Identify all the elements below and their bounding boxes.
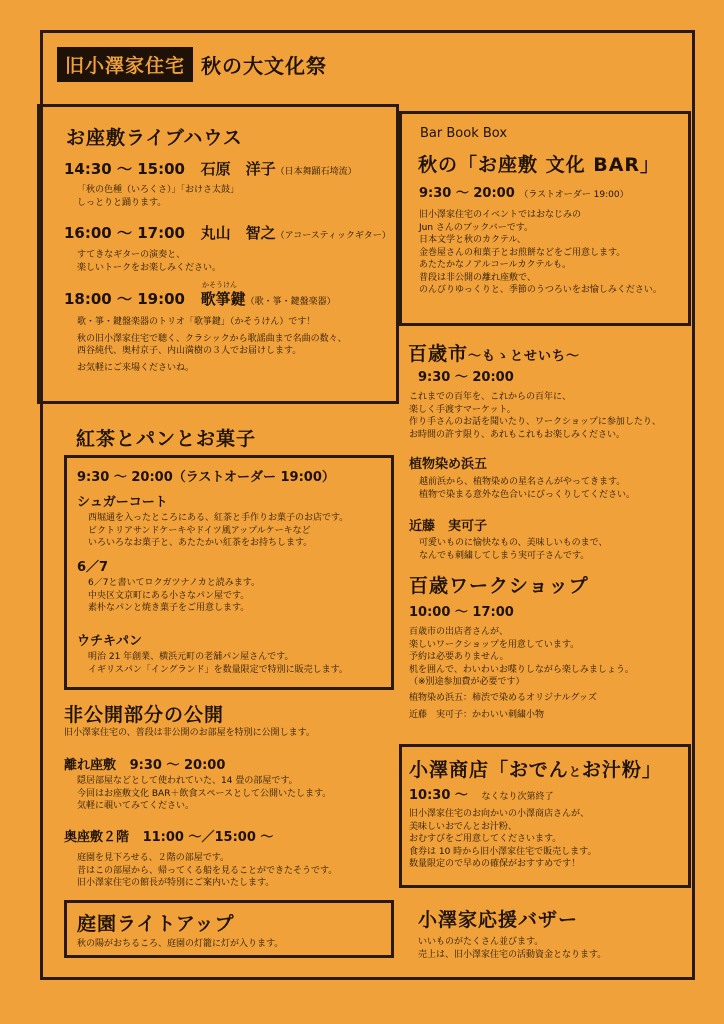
private-title: 非公開部分の公開 — [64, 704, 225, 726]
workshop-desc — [409, 626, 634, 689]
live-title: お座敷ライブハウス — [66, 127, 243, 149]
title-boxed: 旧小澤家住宅 — [57, 47, 193, 82]
desc-line: 庭園を見下ろせる、２階の部屋です。 — [77, 853, 230, 863]
desc-line: 楽しいトークをお楽しみください。 — [77, 262, 222, 273]
vendor-1-desc — [419, 476, 635, 501]
bar-label: Bar Book Box — [420, 126, 508, 141]
bazaar-desc — [418, 936, 606, 961]
desc-line: なんでも刺繍してしまう実可子さんです。 — [419, 550, 590, 561]
desc-line: 西堀通を入ったところにある、紅茶と手作りお菓子のお店です。 — [88, 513, 349, 523]
desc-line: 越前浜から、植物染めの星名さんがやってきます。 — [419, 477, 626, 487]
desc-line: ビクトリアサンドケーキやドイツ風アップルケーキなど — [88, 525, 311, 536]
tea-shop-2-desc — [88, 577, 260, 615]
desc-line: いろいろなお菓子と、あたたかい紅茶をお持ちします。 — [88, 538, 313, 548]
workshop-time: 10:00 ～ 17:00 — [409, 605, 514, 620]
vendor-2-desc — [419, 537, 607, 562]
bar-time-note: （ラストオーダー 19:00） — [519, 190, 629, 200]
act-note: （日本舞踊石埼流） — [275, 167, 357, 177]
desc-line: 旧小澤家住宅の館長が特別にご案内いたします。 — [77, 878, 275, 888]
desc-line: 隠居部屋などとして使われていた、14 畳の部屋です。 — [77, 776, 298, 786]
page-title — [57, 47, 327, 82]
title-rest: 秋の大文化祭 — [201, 54, 328, 78]
room-2-desc — [77, 852, 337, 890]
act-time: 16:00 ～ 17:00 — [64, 224, 185, 242]
desc-line: 今回はお座敷文化 BAR＋飲食スペースとして公開いたします。 — [77, 788, 332, 799]
desc-line: 秋の旧小澤家住宅で聴く、クラシックから歌謡曲まで名曲の数々、 — [77, 333, 347, 344]
desc-line: 中央区文京町にある小さなパン屋です。 — [88, 590, 250, 601]
desc-line: 可愛いものに愉快なもの、美味しいものまで、 — [419, 538, 608, 548]
private-intro: 旧小澤家住宅の、普段は非公開のお部屋を特別に公開します。 — [64, 728, 315, 738]
desc-line: 楽しく手渡すマーケット。 — [409, 404, 516, 415]
market-subtitle: ～もゝとせいち～ — [468, 349, 581, 364]
desc-line: 普段は非公開の離れ座敷で、 — [419, 272, 536, 283]
market-title — [408, 339, 580, 366]
live-act-2 — [64, 222, 391, 243]
shop-desc — [409, 808, 596, 871]
tea-title: 紅茶とパンとお菓子 — [76, 428, 257, 450]
garden-desc: 秋の陽がおちるころ、庭園の灯籠に灯が入ります。 — [77, 939, 284, 949]
shop-title — [409, 755, 662, 782]
shop-time — [409, 784, 554, 803]
market-name: 百歳市 — [408, 343, 469, 365]
desc-line: おむすびをご用意してくださいます。 — [409, 834, 562, 844]
live-act-1-desc — [77, 184, 239, 209]
shop-title-a: 小澤商店「おでん — [409, 759, 569, 781]
desc-line: あたたかなノアルコールカクテルも。 — [419, 260, 572, 270]
garden-title: 庭園ライトアップ — [77, 913, 235, 935]
market-desc — [409, 391, 661, 441]
act-note: （歌・箏・鍵盤楽器） — [245, 297, 336, 307]
desc-line: 6／7と書いてロクガツナノカと読みます。 — [88, 578, 261, 588]
bazaar-title: 小澤家応援バザー — [418, 909, 579, 931]
desc-line: 「秋の色種（いろくさ）」「おけさ太鼓」 — [77, 185, 240, 195]
desc-line: （※別途参加費が必要です） — [409, 677, 525, 687]
desc-line: いいものがたくさん並びます。 — [418, 937, 544, 947]
desc-line: 予約は必要ありません。 — [409, 652, 509, 662]
room-name: 離れ座敷 — [64, 758, 117, 773]
tea-shop-2: 6／7 — [77, 560, 109, 575]
workshop-title: 百歳ワークショップ — [409, 575, 589, 597]
act-ruby: かそうけん — [202, 281, 237, 289]
room-time: 11:00 ～／15:00 ～ — [142, 830, 274, 845]
act-name: 石原 洋子 — [200, 160, 276, 178]
desc-line: 素朴なパンと焼き菓子をご用意します。 — [88, 603, 250, 613]
act-time: 14:30 ～ 15:00 — [64, 160, 185, 178]
desc-line: 売上は、旧小澤家住宅の活動資金となります。 — [418, 949, 607, 960]
workshop-item: 植物染め浜五：柿渋で染めるオリジナルグッズ — [409, 693, 597, 703]
bar-title: 秋の「お座敷 文化 BAR」 — [418, 154, 661, 176]
desc-line: 旧小澤家住宅のイベントではおなじみの — [419, 210, 582, 220]
act-note: （アコースティックギター） — [275, 231, 391, 241]
desc-line: のんびりゆっくりと、季節のうつろいをお愉しみください。 — [419, 285, 662, 295]
tea-time: 9:30 ～ 20:00（ラストオーダー 19:00） — [77, 470, 335, 485]
act-name: 歌箏鍵 — [200, 290, 246, 308]
room-name: 奥座敷２階 — [64, 830, 130, 845]
desc-line: 旧小澤家住宅のお向かいの小澤商店さんが、 — [409, 809, 590, 819]
desc-line: 昔はこの部屋から、帰ってくる船を見ることができたそうです。 — [77, 865, 338, 876]
desc-line: 西谷純代、奥村京子、内山満樹の３人でお届けします。 — [77, 346, 302, 356]
act-name: 丸山 智之 — [200, 224, 276, 242]
desc-line: イギリスパン「イングランド」を数量限定で特別に販売します。 — [88, 664, 348, 675]
tea-shop-1-desc — [88, 512, 348, 550]
bar-time-value: 9:30 ～ 20:00 — [419, 186, 515, 201]
vendor-1: 植物染め浜五 — [409, 457, 488, 472]
live-act-3-desc — [77, 316, 347, 374]
shop-title-b: お汁粉」 — [581, 759, 662, 781]
room-time: 9:30 ～ 20:00 — [129, 758, 226, 773]
desc-line: しっとりと踊ります。 — [77, 197, 167, 208]
desc-line: 食券は 10 時から旧小澤家住宅で販売します。 — [409, 846, 597, 857]
desc-line: 気軽に覗いてみてください。 — [77, 801, 195, 811]
desc-line: 美味しいおでんとお汁粉、 — [409, 821, 517, 832]
desc-line: 数量限定ので早めの確保がおすすめです！ — [409, 859, 581, 869]
desc-line: これまでの百年を、これからの百年に、 — [409, 392, 572, 402]
desc-line: お時間の許す限り、あれもこれもお楽しみください。 — [409, 429, 626, 440]
bar-desc — [419, 209, 662, 297]
live-act-1 — [64, 158, 357, 179]
act-time: 18:00 ～ 19:00 — [64, 290, 185, 308]
tea-shop-3-desc — [88, 651, 348, 676]
desc-line: 作り手さんのお話を聞いたり、ワークショップに参加したり、 — [409, 417, 661, 427]
live-act-3 — [64, 288, 336, 309]
tea-shop-3: ウチキパン — [77, 634, 143, 649]
tea-shop-1: シュガーコート — [77, 495, 168, 510]
desc-line: 歌・箏・鍵盤楽器のトリオ「歌箏鍵」（かそうけん）です！ — [77, 317, 316, 327]
live-act-2-desc — [77, 249, 221, 274]
bar-time — [419, 182, 629, 201]
desc-line: お気軽にご来場くださいね。 — [77, 362, 195, 373]
desc-line: 楽しいワークショップを用意しています。 — [409, 639, 580, 650]
market-time: 9:30 ～ 20:00 — [418, 370, 514, 385]
room-1 — [64, 754, 225, 773]
room-2 — [64, 826, 273, 845]
shop-title-to: と — [568, 765, 582, 779]
desc-line: すてきなギターの演奏と、 — [77, 250, 186, 260]
shop-time-note: なくなり次第終了 — [481, 792, 554, 802]
desc-line: 植物で染まる意外な色合いにびっくりしてください。 — [419, 489, 636, 500]
desc-line: 金巻屋さんの和菓子とお煎餅などをご用意します。 — [419, 247, 626, 258]
shop-time-value: 10:30 ～ — [409, 788, 468, 803]
desc-line: 日本文学と秋のカクテル、 — [419, 235, 526, 245]
vendor-2: 近藤 実可子 — [409, 519, 488, 534]
room-1-desc — [77, 775, 331, 813]
workshop-item: 近藤 実可子：かわいい刺繍小物 — [409, 709, 545, 720]
desc-line: 机を囲んで、わいわいお喋りしながら楽しみましょう。 — [409, 664, 634, 675]
desc-line: Jun さんのブックバーです。 — [419, 222, 534, 233]
desc-line: 明治 21 年創業、横浜元町の老舗パン屋さんです。 — [88, 652, 294, 662]
desc-line: 百歳市の出店者さんが、 — [409, 627, 509, 637]
workshop-items — [409, 692, 597, 721]
